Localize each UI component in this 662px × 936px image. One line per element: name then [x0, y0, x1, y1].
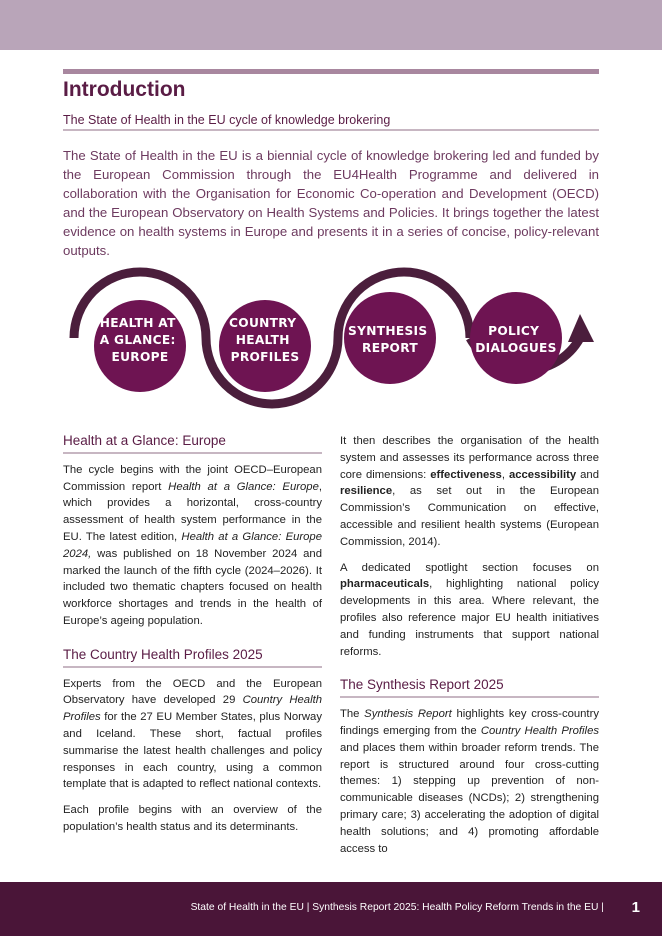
subtitle: The State of Health in the EU cycle of knowledge brokering: [63, 113, 599, 131]
cycle-label-line: HEALTH: [235, 333, 290, 347]
cycle-step-policy-dialogues: [470, 292, 562, 384]
cycle-circle: [470, 292, 562, 384]
cycle-label-line: HEALTH AT: [99, 316, 176, 330]
cycle-step-country-health-profiles: [219, 300, 311, 392]
svg-text:COUNTRY HEALTH PRO: [229, 316, 301, 364]
top-band: [0, 0, 662, 50]
section-heading-synthesis-report: The Synthesis Report 2025: [340, 677, 599, 698]
cycle-step-health-at-a-glance: [94, 300, 186, 392]
paragraph: A dedicated spotlight section focuses on pharmaceuticals, highlighting national policy developments in this area. Where relevant, the profiles also reference major EU health initiatives and funding instruments that support national reforms.: [340, 561, 599, 658]
intro-paragraph: The State of Health in the EU is a biennial cycle of knowledge brokering led and funded by the European Commission through the EU4Health Programme and delivered in collaboration with the Organisation for Economic Co-operation and Development (OECD) and the European Observatory on Health Systems and Policies. It brings together the latest evidence on health systems in Europe and presents it in a series of concise, policy-relevant outputs.: [63, 148, 599, 258]
cycle-label-line: PROFILES: [230, 350, 300, 364]
page-title: Introduction: [63, 78, 186, 101]
footer: [0, 882, 662, 936]
paragraph: Experts from the OECD and the European Observatory have developed 29 Country Health Profiles for the 27 EU Member States, plus Norway and Iceland. These short, factual profiles summarise the latest health challenges and policy responses in each country, using a common template that is adapted to reflect national contexts.: [63, 677, 322, 791]
cycle-label-line: COUNTRY: [229, 316, 297, 330]
section-heading-country-health-profiles: The Country Health Profiles 2025: [63, 647, 322, 668]
paragraph: The Synthesis Report highlights key cross-country findings emerging from the Country Health Profiles and places them within broader reform trends. The report is structured around four cross-cutting themes: 1) stepping up prevention of non-communicable diseases (NCDs); 2) strengthening primary care; 3) accelerating the adoption of digital health solutions; and 4) promoting affordable access to: [340, 708, 599, 855]
cycle-circle: [344, 292, 436, 384]
cycle-label-line: EUROPE: [111, 350, 169, 364]
knowledge-cycle-diagram: [60, 266, 605, 416]
svg-text:HEALTH AT A GLANCE:: [100, 316, 181, 364]
page-number: 1: [631, 899, 640, 916]
cycle-arrowhead-icon: [568, 314, 594, 342]
cycle-label-line: SYNTHESIS: [348, 324, 428, 338]
paragraph: The cycle begins with the joint OECD–European Commission report Health at a Glance: Europe, which provides a horizontal, cross-country assessment of health system performance in the EU. The latest edition, Health at a Glance: Europe 2024, was published on 18 November 2024 and marked the launch of the fifth cycle (2024–2026). It included two thematic chapters focused on health workforce shortages and trends in the health of Europe’s ageing population.: [63, 463, 323, 627]
paragraph: Each profile begins with an overview of the population’s health status and its determinants.: [63, 804, 322, 833]
cycle-step-synthesis-report: [344, 292, 436, 384]
right-column: [340, 433, 599, 866]
cycle-label-line: REPORT: [362, 341, 418, 355]
paragraph: It then describes the organisation of the health system and assesses its performance across three core dimensions: effectiveness, accessibility and resilience, as set out in the European Commission’s Communication on effective, accessible and resilient health systems (European Commission, 2014).: [340, 435, 599, 548]
cycle-label-line: A GLANCE:: [99, 333, 176, 347]
footer-text: State of Health in the EU | Synthesis Report 2025: Health Policy Reform Trends in the EU |: [190, 902, 604, 913]
section-heading-health-at-a-glance: Health at a Glance: Europe: [63, 433, 322, 454]
cycle-label-line: POLICY: [488, 324, 540, 338]
cycle-label-line: DIALOGUES: [475, 341, 557, 355]
left-column: [63, 433, 322, 845]
title-rule: [63, 69, 599, 74]
